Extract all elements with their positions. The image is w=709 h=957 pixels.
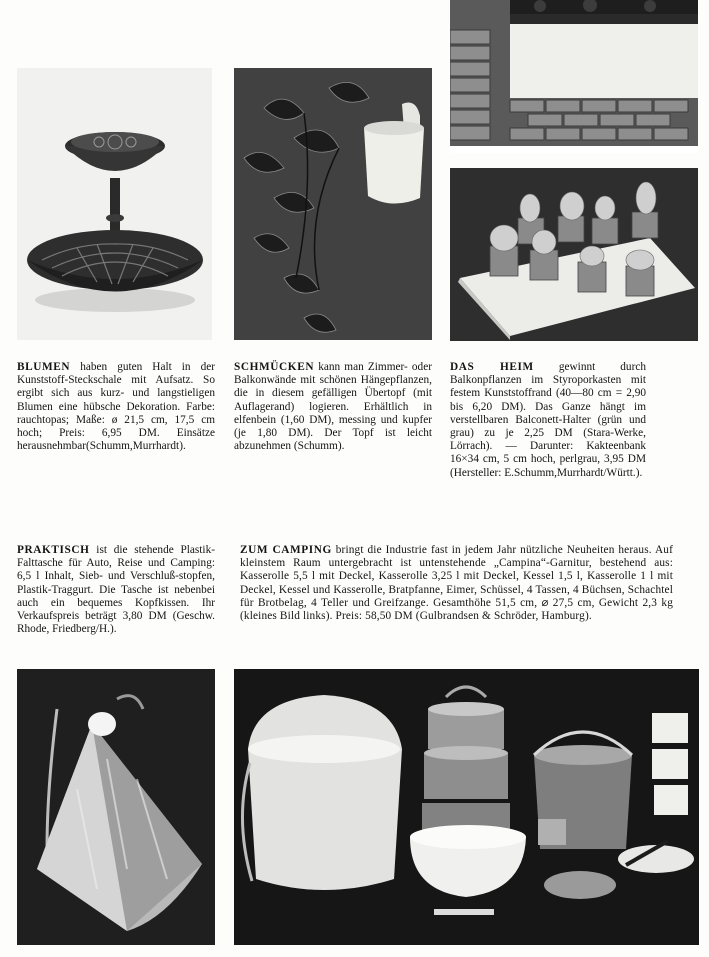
caption-schmuecken-lead: SCHMÜCKEN [234, 361, 315, 373]
camping-set-photo [234, 669, 699, 945]
folding-water-bag-photo [17, 669, 215, 945]
caption-blumen-lead: BLUMEN [17, 361, 71, 373]
caption-schmuecken [234, 361, 432, 453]
caption-praktisch-text: ist die stehende Plastik-Falttasche für Auto, Reise und Camping: 6,5 l Inhalt, Sieb- und Verschluß-stopfen, Plastik-Traggurt. Die Tasche ist nebenbei auch ein bequemes Kopfkissen. Ihr Verkaufspreis beträgt 3,80 DM (Geschw. Rhode, Friedberg/H.). [17, 544, 215, 636]
hanging-planter-photo [234, 68, 432, 340]
caption-blumen [17, 361, 215, 453]
caption-heim-text: gewinnt durch Balkonpflanzen im Styroporkasten mit festem Kunststoffrand (40—80 cm = 2,90 bis 6,20 DM). Das Ganze hängt im verstellbaren Balconett-Halter (grün und grau) zu je 2,25 DM (Stara-Werke, Lörrach). — Darunter: Kakteenbank 16×34 cm, 5 cm hoch, perlgrau, 3,95 DM (Hersteller: E.Schumm,Murrhardt/Württ.). [450, 361, 647, 479]
flower-bowl-photo [17, 68, 212, 340]
cactus-bench-photo [450, 168, 698, 341]
caption-blumen-text: haben guten Halt in der Kunststoff-Steckschale mit Aufsatz. So ergibt sich aus kurz- und langstieligen Blumen eine hübsche Dekoration. Farbe: rauchtopas; Maße: ø 21,5 cm, 17,5 cm hoch; Preis: 6,95 DM. Einsätze herausnehmbar(Schumm,Murrhardt). [17, 361, 215, 453]
caption-schmuecken-text: kann man Zimmer- oder Balkonwände mit schönen Hängepflanzen, die in diesem gefälligen Übertopf (mit Auflagerand) logieren. Erhältlich in elfenbein (1,60 DM), messing und kupfer (je 1,80 DM). Der Topf ist leicht abzunehmen (Schumm). [234, 361, 432, 453]
caption-heim-lead: DAS HEIM [450, 361, 534, 373]
caption-praktisch-lead: PRAKTISCH [17, 544, 90, 556]
balcony-box-photo [450, 0, 698, 153]
caption-camping-text: bringt die Industrie fast in jedem Jahr nützliche Neuheiten heraus. Auf kleinstem Raum untergebracht ist untenstehende „Campina“-Garnitur, bestehend aus: Kasserolle 5,5 l mit Deckel, Kasserolle 3,25 l mit Deckel, Kessel 1,5 l, Kasserolle 1 l mit Deckel, Kessel und Kasserolle, Bratpfanne, Eimer, Schüssel, 4 Tassen, 4 Büchsen, Schachtel für Brotbelag, 4 Teller und Greifzange. Gesamthöhe 51,5 cm, ⌀ 27,5 cm, Gewicht 2,3 kg (kleines Bild links). Preis: 58,50 DM (Gulbrandsen & Schröder, Hamburg). [240, 544, 673, 623]
caption-praktisch [17, 544, 215, 636]
caption-camping [240, 544, 673, 623]
caption-heim [450, 361, 646, 480]
caption-camping-lead: ZUM CAMPING [240, 544, 332, 556]
